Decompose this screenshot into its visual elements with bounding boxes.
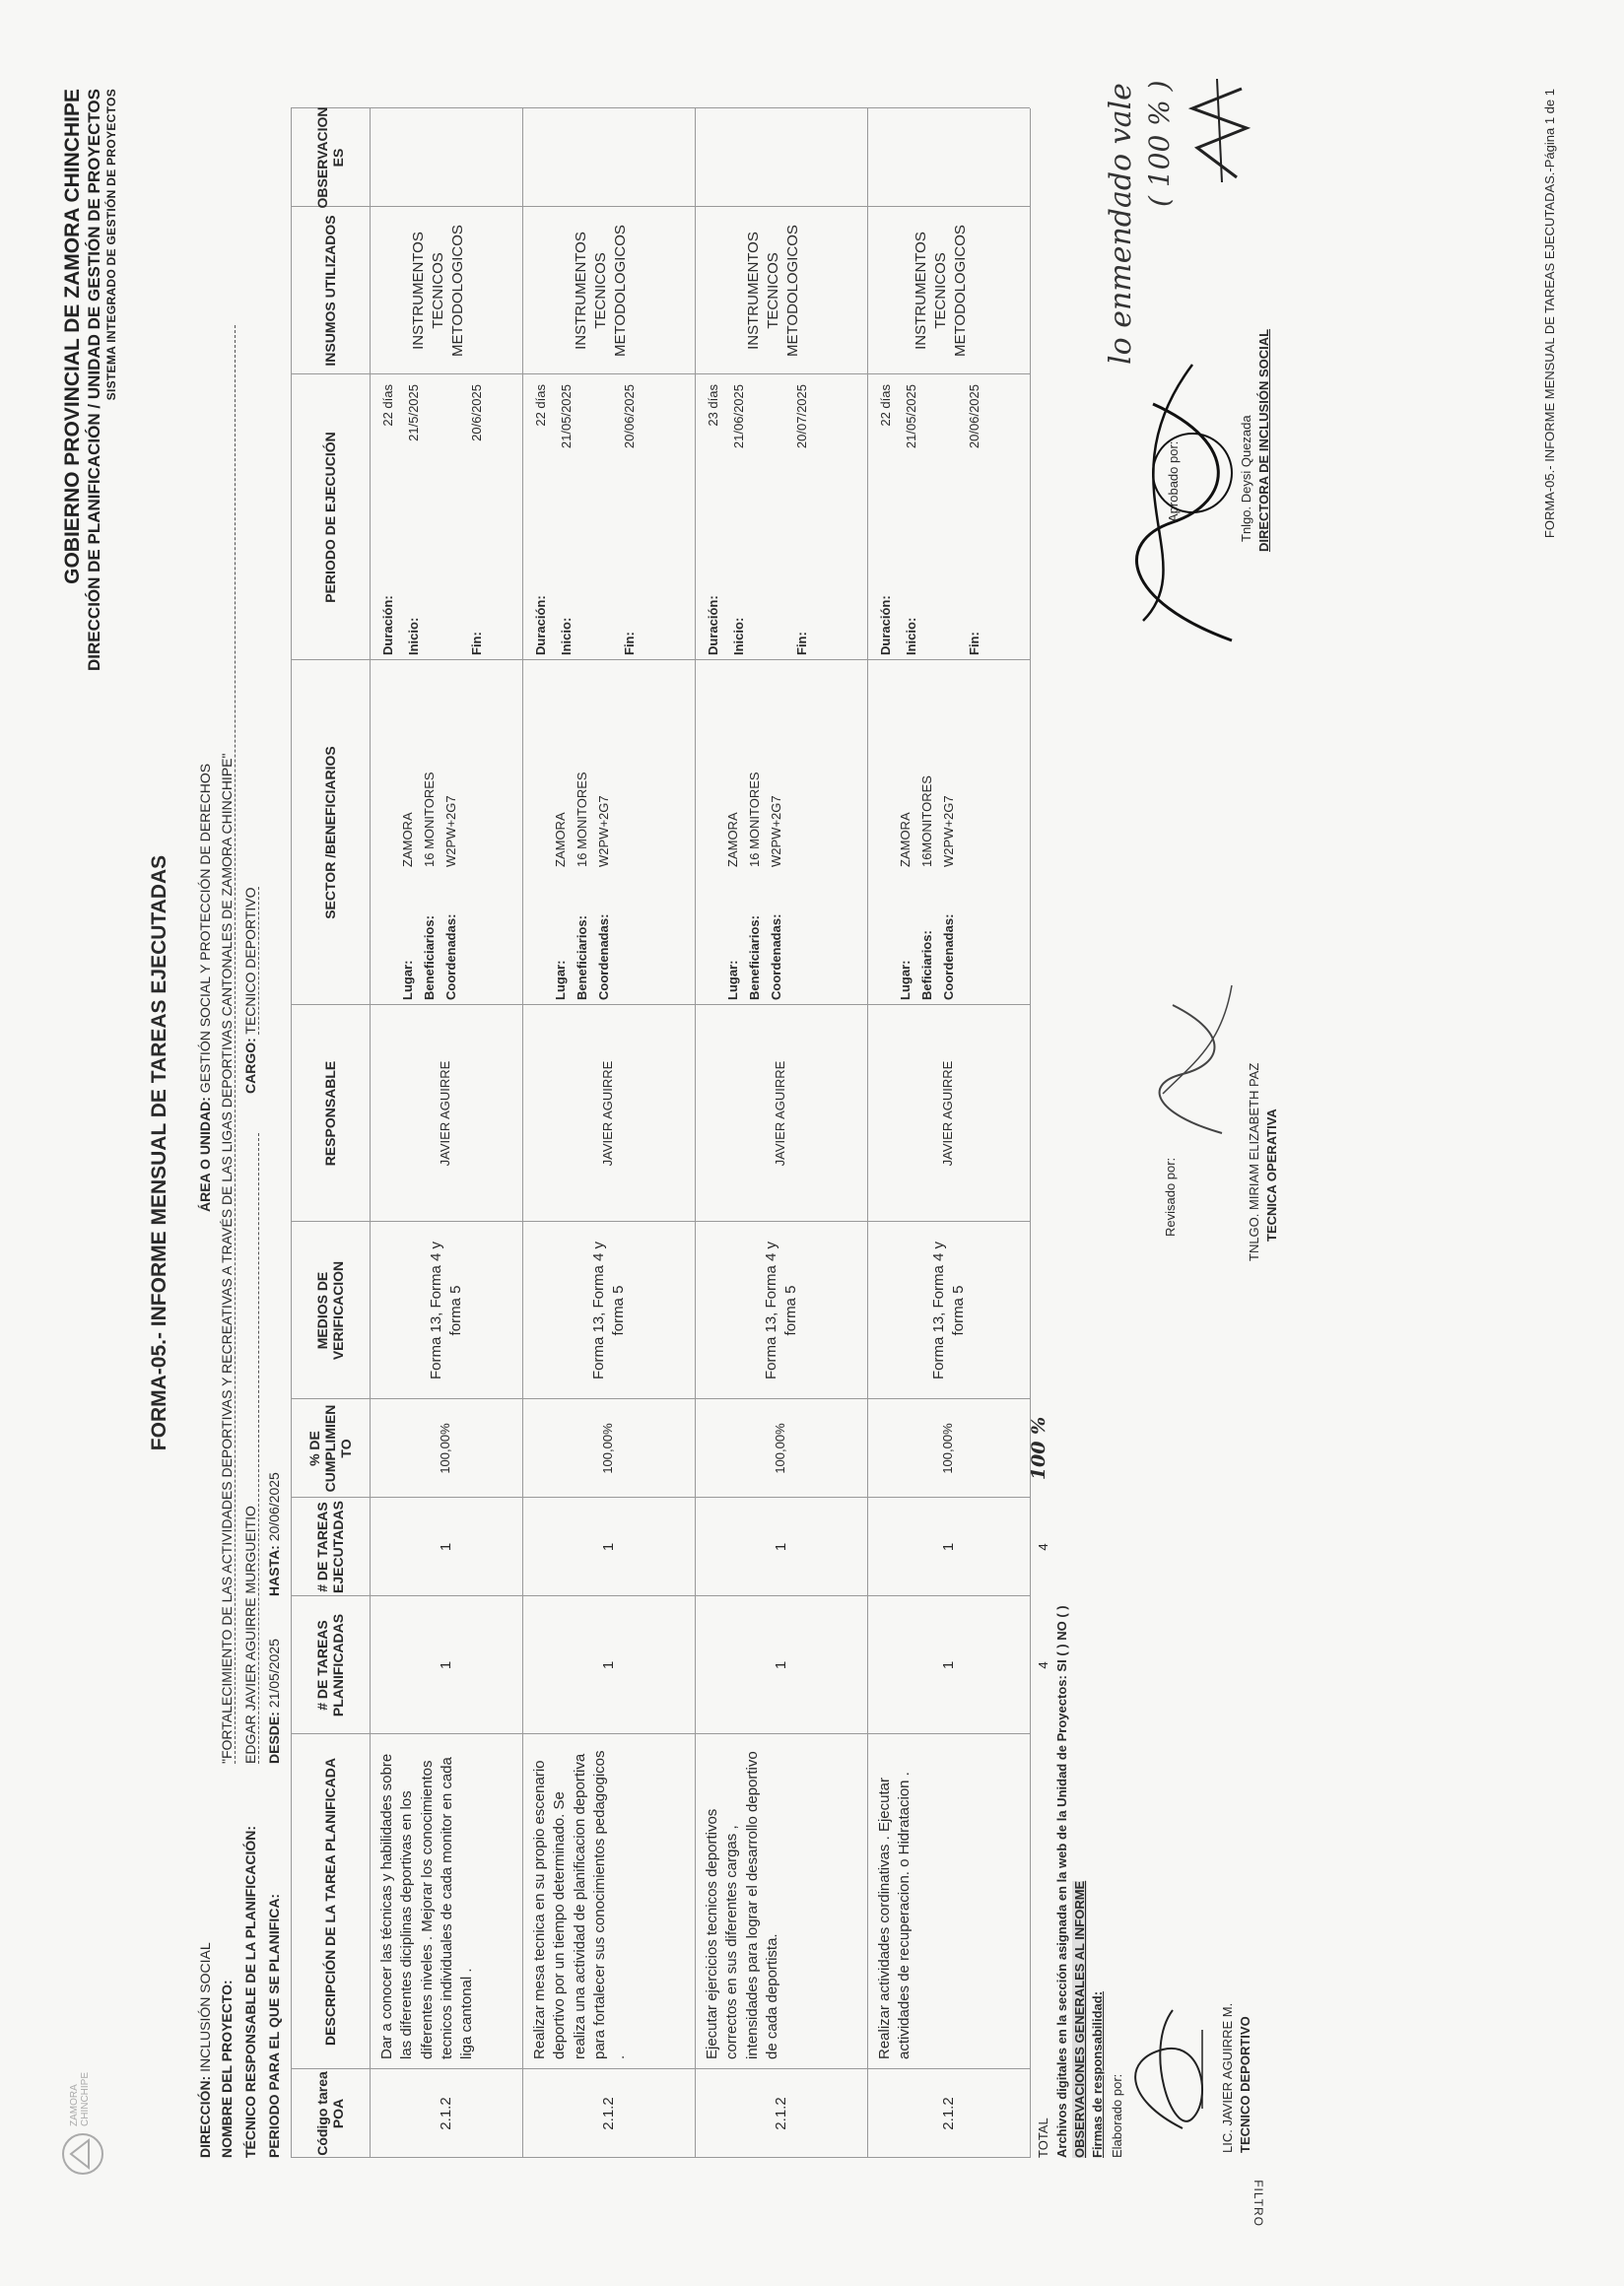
- row-ejecutadas: 1: [939, 1542, 957, 1552]
- row-responsable: JAVIER AGUIRRE: [772, 1060, 787, 1167]
- row-cumplimiento: 100,00%: [599, 1423, 615, 1474]
- page-footer: FORMA-05.- INFORME MENSUAL DE TAREAS EJECUTADAS.-Página 1 de 1: [1542, 89, 1557, 539]
- row-ejecutadas: 1: [599, 1542, 617, 1552]
- row-inicio: 21/05/2025: [904, 384, 918, 449]
- row-lugar-label: Lugar:: [725, 960, 740, 1000]
- row-insumos: INSTRUMENTOS TECNICOS METODOLOGICOS: [572, 225, 629, 357]
- meta-area: [197, 764, 213, 1212]
- row-inicio-label: Inicio:: [904, 617, 918, 655]
- revisado-role: TECNICA OPERATIVA: [1264, 1109, 1279, 1242]
- elaborado-label: Elaborado por:: [1110, 2073, 1124, 2158]
- cargo-value: TECNICO DEPORTIVO: [242, 887, 258, 1035]
- row-medios: Forma 13, Forma 4 y forma 5: [929, 1241, 967, 1380]
- row-lugar-label: Lugar:: [553, 960, 568, 1000]
- meta-periodo: [266, 1894, 282, 2158]
- row-benef: 16 MONITORES: [747, 772, 762, 867]
- revisado-label: Revisado por:: [1163, 1157, 1178, 1237]
- area-value: GESTIÓN SOCIAL Y PROTECCIÓN DE DERECHOS: [197, 763, 213, 1094]
- handwritten-note-percent: ( 100 % ): [1143, 80, 1176, 207]
- row-coord-label: Coordenadas:: [769, 913, 783, 1000]
- aprobado-role: DIRECTORA DE INCLUSIÓN SOCIAL: [1256, 328, 1271, 552]
- row-inicio: 21/5/2025: [406, 384, 421, 441]
- row-coord: W2PW+2G7: [443, 795, 458, 867]
- row-duracion-label: Duración:: [878, 595, 893, 655]
- row-fin-label: Fin:: [469, 632, 484, 655]
- row-lugar: ZAMORA: [553, 812, 568, 867]
- direccion-label: DIRECCIÓN:: [197, 2075, 213, 2158]
- form-title: FORMA-05.- INFORME MENSUAL DE TAREAS EJECUTADAS: [148, 854, 170, 1451]
- row-duracion: 22 días: [878, 384, 893, 427]
- row-codigo: 2.1.2: [599, 2097, 617, 2130]
- row-descripcion: Dar a conocer las técnicas y habilidades sobre las diferentes diciplinas deportivas en los diferentes niveles . Mejorar los conocimientos tecnicos individuales de cada monitor en cada liga cantonal .: [378, 1753, 475, 2059]
- row-responsable: JAVIER AGUIRRE: [599, 1060, 615, 1167]
- row-lugar-label: Lugar:: [898, 960, 913, 1000]
- signature-extra: [1178, 69, 1266, 187]
- row-coord-label: Coordenadas:: [941, 913, 956, 1000]
- row-lugar: ZAMORA: [898, 812, 913, 867]
- row-planificadas: 1: [437, 1660, 454, 1670]
- hasta-value: 20/06/2025: [266, 1472, 282, 1542]
- row-responsable: JAVIER AGUIRRE: [437, 1060, 452, 1167]
- row-inicio-label: Inicio:: [406, 617, 421, 655]
- row-descripcion: Realizar actividades cordinativas . Ejecutar actividades de recuperacion. o Hidratacion .: [876, 1772, 914, 2059]
- logo-emblem-icon: [59, 2130, 106, 2178]
- row-benef: 16 MONITORES: [575, 772, 589, 867]
- row-cumplimiento: 100,00%: [437, 1423, 452, 1474]
- elaborado-role: TECNICO DEPORTIVO: [1238, 2016, 1252, 2153]
- row-lugar: ZAMORA: [725, 812, 740, 867]
- signature-revisado: [1133, 975, 1252, 1153]
- meta-proyecto: [219, 1980, 235, 2158]
- row-lugar: ZAMORA: [400, 812, 415, 867]
- signature-elaborado: [1104, 2000, 1222, 2138]
- aprobado-name: Tnlgo. Deysi Quezada: [1239, 415, 1253, 542]
- meta-desde: [266, 1639, 282, 1764]
- col-medios: MEDIOS DE VERIFICACION: [313, 1260, 346, 1361]
- row-codigo: 2.1.2: [772, 2097, 789, 2130]
- archivos-digitales: Archivos digitales en la sección asignada en la web de la Unidad de Proyectos: SI ( ) NO ( ): [1054, 1605, 1069, 2158]
- header-line-2: DIRECCIÓN DE PLANIFICACIÓN / UNIDAD DE GESTIÓN DE PROYECTOS: [85, 89, 103, 671]
- row-inicio: 21/05/2025: [559, 384, 574, 449]
- row-benef-label: Beneficiarios:: [575, 915, 589, 1000]
- proyecto-label: NOMBRE DEL PROYECTO:: [219, 1980, 235, 2158]
- row-descripcion: Realizar mesa tecnica en su propio escenario deportivo por un tiempo determinado. Se realiza una actividad de planificacion deportiva para fortalecer sus conocimientos pedagogicos .: [531, 1750, 628, 2059]
- row-descripcion: Ejecutar ejercicios tecnicos deportivos correctos en sus diferentes cargas , intensidades para lograr el desarrollo deportivo de cada deportista.: [704, 1751, 780, 2059]
- row-planificadas: 1: [772, 1660, 789, 1670]
- col-codigo: Código tarea POA: [313, 2071, 346, 2156]
- row-duracion-label: Duración:: [533, 595, 548, 655]
- logo-text: ZAMORA CHINCHIPE: [69, 2071, 91, 2126]
- row-inicio: 21/06/2025: [731, 384, 746, 449]
- row-fin-label: Fin:: [794, 632, 809, 655]
- col-descripcion: DESCRIPCIÓN DE LA TAREA PLANIFICADA: [321, 1758, 338, 2046]
- meta-hasta: [266, 1472, 282, 1596]
- header-line-3: SISTEMA INTEGRADO DE GESTIÓN DE PROYECTOS: [104, 89, 118, 401]
- firmas-label: Firmas de responsabilidad:: [1090, 1990, 1105, 2158]
- row-coord: W2PW+2G7: [769, 795, 783, 867]
- desde-value: 21/05/2025: [266, 1639, 282, 1709]
- total-ejecutadas: 4: [1036, 1543, 1050, 1551]
- row-benef: 16MONITORES: [919, 775, 934, 867]
- row-fin-label: Fin:: [622, 632, 637, 655]
- row-cumplimiento: 100,00%: [939, 1423, 955, 1474]
- row-fin-label: Fin:: [967, 632, 981, 655]
- total-label: TOTAL: [1036, 2118, 1050, 2158]
- col-sector: SECTOR /BENEFICIARIOS: [321, 746, 338, 919]
- col-planificadas: # DE TAREAS PLANIFICADAS: [313, 1613, 346, 1717]
- row-insumos: INSTRUMENTOS TECNICOS METODOLOGICOS: [744, 225, 801, 357]
- meta-cargo: [242, 887, 258, 1094]
- row-planificadas: 1: [939, 1660, 957, 1670]
- row-benef-label: Beneficiarios:: [422, 915, 437, 1000]
- row-codigo: 2.1.2: [437, 2097, 454, 2130]
- row-coord-label: Coordenadas:: [596, 913, 611, 1000]
- row-duracion: 22 días: [380, 384, 395, 427]
- direccion-value: INCLUSIÓN SOCIAL: [197, 1942, 213, 2072]
- row-medios: Forma 13, Forma 4 y forma 5: [589, 1241, 627, 1380]
- col-periodo: PERIODO DE EJECUCIÓN: [321, 432, 338, 603]
- institution-header: [61, 89, 118, 1271]
- handwritten-note: lo enmendado vale: [1104, 83, 1138, 365]
- row-duracion: 22 días: [533, 384, 548, 427]
- row-duracion-label: Duración:: [380, 595, 395, 655]
- row-responsable: JAVIER AGUIRRE: [939, 1060, 955, 1167]
- row-medios: Forma 13, Forma 4 y forma 5: [427, 1241, 464, 1380]
- row-coord: W2PW+2G7: [596, 795, 611, 867]
- observaciones-generales: OBSERVACIONES GENERALES AL INFORME: [1072, 1880, 1087, 2158]
- row-ejecutadas: 1: [772, 1542, 789, 1552]
- meta-direccion: [197, 1942, 213, 2158]
- row-codigo: 2.1.2: [939, 2097, 957, 2130]
- meta-tecnico: [242, 1826, 258, 2158]
- col-ejecutadas: # DE TAREAS EJECUTADAS: [313, 1501, 346, 1593]
- row-lugar-label: Lugar:: [400, 960, 415, 1000]
- proyecto-value: "FORTALECIMIENTO DE LAS ACTIVIDADES DEPORTIVAS Y RECREATIVAS A TRAVÉS DE LAS LIGAS DEPORTIVAS CANTONALES DE ZAMORA CHINCHIPE": [219, 325, 236, 1764]
- area-label: ÁREA O UNIDAD:: [197, 1097, 213, 1212]
- col-observaciones: OBSERVACION ES: [313, 106, 346, 209]
- row-insumos: INSTRUMENTOS TECNICOS METODOLOGICOS: [912, 225, 969, 357]
- row-cumplimiento: 100,00%: [772, 1423, 787, 1474]
- row-planificadas: 1: [599, 1660, 617, 1670]
- row-coord-label: Coordenadas:: [443, 913, 458, 1000]
- col-insumos: INSUMOS UTILIZADOS: [321, 215, 338, 367]
- periodo-label: PERIODO PARA EL QUE SE PLANIFICA:: [266, 1893, 282, 2158]
- hasta-label: HASTA:: [266, 1545, 282, 1596]
- col-cumplimiento: % DE CUMPLIMIEN TO: [305, 1404, 355, 1493]
- row-inicio-label: Inicio:: [559, 617, 574, 655]
- total-cumplimiento-handwritten: 100 %: [1028, 1416, 1049, 1481]
- row-ejecutadas: 1: [437, 1542, 454, 1552]
- row-benef-label: Beneficiarios:: [747, 915, 762, 1000]
- row-inicio-label: Inicio:: [731, 617, 746, 655]
- row-duracion: 23 días: [706, 384, 720, 427]
- row-fin: 20/06/2025: [622, 384, 637, 449]
- elaborado-name: LIC. JAVIER AGUIRRE M.: [1220, 2002, 1235, 2153]
- filtro-label: FILTRO: [1252, 2180, 1265, 2227]
- col-responsable: RESPONSABLE: [321, 1060, 338, 1167]
- row-benef-label: Beficiarios:: [919, 930, 934, 1000]
- logo: [59, 2071, 118, 2178]
- row-benef: 16 MONITORES: [422, 772, 437, 867]
- total-planificadas: 4: [1036, 1661, 1050, 1669]
- row-coord: W2PW+2G7: [941, 795, 956, 867]
- tecnico-value: EDGAR JAVIER AGUIRRE MURGUEITIO: [242, 1133, 259, 1764]
- row-insumos: INSTRUMENTOS TECNICOS METODOLOGICOS: [409, 225, 466, 357]
- tecnico-label: TÉCNICO RESPONSABLE DE LA PLANIFICACIÓN:: [242, 1825, 258, 2158]
- aprobado-label: Aprobado por:: [1166, 440, 1181, 522]
- signature-aprobado: [1084, 345, 1271, 660]
- cargo-label: CARGO:: [242, 1038, 258, 1094]
- header-line-1: GOBIERNO PROVINCIAL DE ZAMORA CHINCHIPE: [61, 89, 84, 584]
- row-fin: 20/07/2025: [794, 384, 809, 449]
- row-duracion-label: Duración:: [706, 595, 720, 655]
- row-fin: 20/06/2025: [967, 384, 981, 449]
- desde-label: DESDE:: [266, 1712, 282, 1764]
- row-medios: Forma 13, Forma 4 y forma 5: [762, 1241, 799, 1380]
- row-fin: 20/6/2025: [469, 384, 484, 441]
- revisado-name: TNLGO. MIRIAM ELIZABETH PAZ: [1247, 1062, 1261, 1261]
